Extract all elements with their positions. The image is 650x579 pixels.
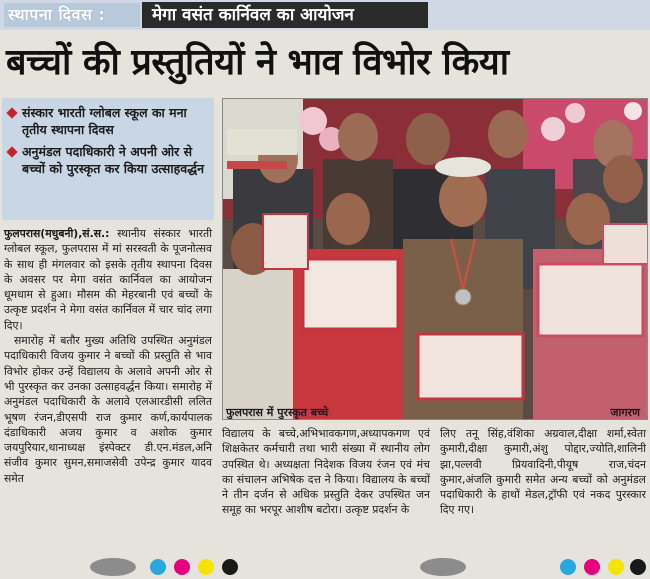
article-paragraph: विद्यालय के बच्चे,अभिभावकगण,अध्यापकगण एवं शिक्षकेतर कर्मचारी तथा भारी संख्या में स्थानीय लोग उपस्थित थे। अध्यक्षता निदेशक विजय रंजन एवं मंच का संचालन अभिषेक दत्त ने किया। विद्यालय के बच्चों ने तीन दर्जन से अधिक प्रस्तुति देकर उपस्थित जन समूह का भरपूर आशीष बटोरा। उत्कृष्ट प्रदर्शन के (222, 427, 430, 517)
event-photo (222, 98, 648, 420)
subheadline: मेगा वसंत कार्निवल का आयोजन (142, 2, 428, 28)
yellow-dot-icon (198, 559, 214, 575)
cyan-dot-icon (560, 559, 576, 575)
magenta-dot-icon (584, 559, 600, 575)
black-dot-icon (630, 559, 646, 575)
top-strip (0, 0, 650, 30)
photo-caption: फुलपरास में पुरस्कृत बच्चे (226, 406, 329, 419)
magenta-dot-icon (174, 559, 190, 575)
dateline: फुलपरास(मधुबनी),सं.स.: (4, 227, 110, 240)
article-paragraph: लिए तनू सिंह,वंशिका अग्रवाल,दीक्षा शर्मा,स्वेता कुमारी,दीक्षा कुमारी,अंशु पोद्दार,ज्योति,शालिनी झा,पल्लवी प्रियवादिनी,पीयूष राज,चंदन कुमार,अंजलि कुमारी समेत अन्य बच्चों को अनुमंडल पदाधिकारी के हाथों मेडल,ट्रॉफी एवं नकद पुरस्कार दिए गए। (440, 427, 646, 517)
highlight-text: संस्कार भारती ग्लोबल स्कूल का मना तृतीय स्थापना दिवस (22, 105, 187, 137)
section-tag: स्थापना दिवस : (4, 3, 140, 27)
children-with-certificates-photo (223, 99, 648, 420)
yellow-dot-icon (608, 559, 624, 575)
photo-caption-row (222, 404, 648, 422)
black-dot-icon (222, 559, 238, 575)
article-column-2 (222, 426, 430, 556)
registration-oval-icon (90, 558, 136, 576)
photo-credit: जागरण (610, 406, 640, 419)
article-paragraph (4, 226, 212, 333)
highlight-item (8, 104, 208, 138)
registration-oval-icon (420, 558, 466, 576)
article-column-3 (440, 426, 646, 556)
article-paragraph: समारोह में बतौर मुख्य अतिथि उपस्थित अनुमंडल पदाधिकारी विजय कुमार ने बच्चों की प्रस्तुति से भाव विभोर होकर उन्हें विद्यालय के अलावे अपनी ओर से भी पुरस्कृत कर उनका उत्साहवर्द्धन किया। समारोह में अनुमंडल पदाधिकारी के अलावे एलआरडीसी ललित भूषण रंजन,डीएसपी राज कुमार कर्ण,कार्यपालक दंडाधिकारी अजय कुमार व अशोक कुमार जयपुरियार,थानाध्यक्ष इंस्पेक्टर डी.एन.मंडल,अनि संजीव कुमार सुमन,समाजसेवी उपेन्द्र कुमार यादव समेत (4, 334, 212, 485)
highlights-box (2, 98, 214, 220)
diamond-bullet-icon (6, 107, 17, 118)
headline: बच्चों की प्रस्तुतियों ने भाव विभोर किया (6, 42, 509, 83)
cyan-dot-icon (150, 559, 166, 575)
registration-marks-right (420, 556, 646, 578)
highlight-item (8, 143, 208, 177)
highlight-text: अनुमंडल पदाधिकारी ने अपनी ओर से बच्चों को पुरस्कृत कर किया उत्साहवर्द्धन (22, 144, 205, 176)
diamond-bullet-icon (6, 146, 17, 157)
registration-marks-left (90, 556, 280, 578)
paragraph-text: स्थानीय संस्कार भारती ग्लोबल स्कूल, फुलपरास में मां सरस्वती के पूजनोत्सव के साथ ही मंगलवार को इसके तृतीय स्थापना दिवस के अवसर पर मेगा वसंत कार्निवल का आयोजन धूमधाम से हुआ। मौसम की मेहरबानी एवं बच्चों के उत्कृष्ट प्रदर्शन ने मेगा वसंत कार्निवल में चार चांद लगा दिए। (4, 227, 212, 332)
article-column-1 (4, 226, 212, 556)
